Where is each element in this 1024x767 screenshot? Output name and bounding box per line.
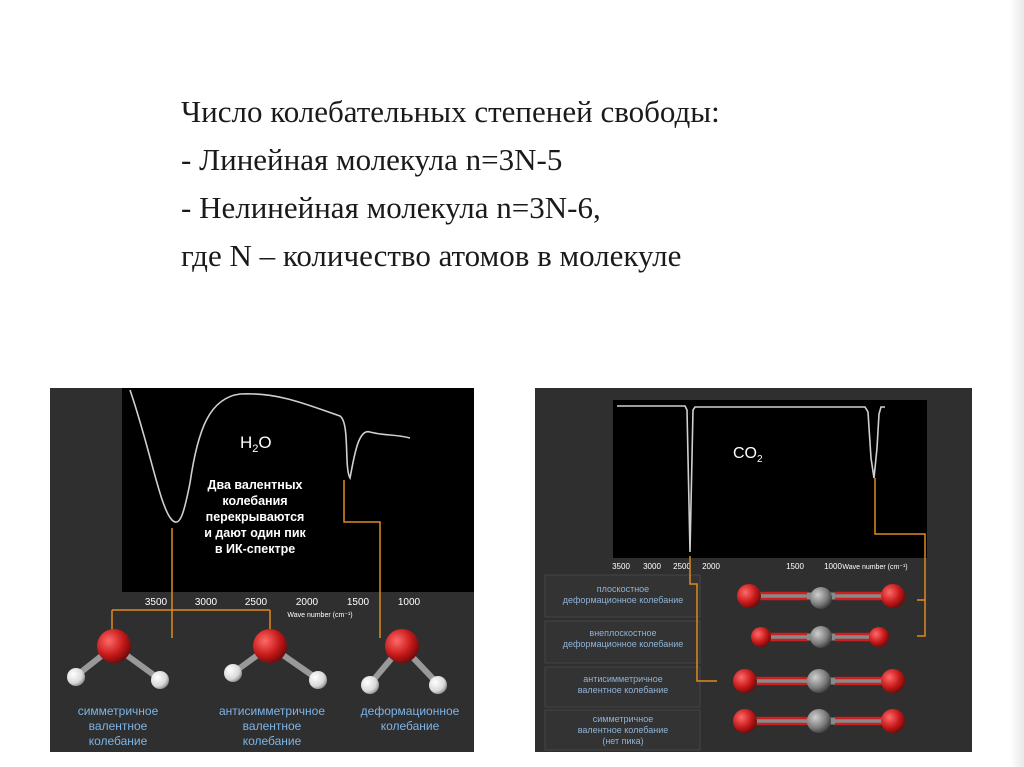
heading-line-3: - Нелинейная молекула n=3N-6, [181, 190, 601, 225]
water-ir-figure [50, 388, 474, 752]
mode-label: деформационное [360, 704, 460, 718]
co2-molecule-antisymmetric [733, 669, 905, 693]
mode-label: колебание [380, 719, 440, 733]
tick-label: 1000 [824, 562, 842, 571]
tick-label: 2500 [244, 597, 268, 608]
mode-label: деформационное колебание [562, 639, 684, 649]
mode-label: (нет пика) [602, 736, 644, 746]
mode-label: деформационное колебание [562, 595, 684, 605]
co2-molecule-symmetric [733, 709, 905, 733]
water-molecule-bending [361, 629, 447, 694]
water-axis-label: Wave number (cm⁻¹) [287, 612, 353, 619]
mode-label: симметричное [77, 704, 159, 718]
tick-label: 3500 [612, 562, 630, 571]
tick-label: 3500 [144, 597, 168, 608]
water-molecule-antisymmetric [224, 629, 327, 689]
mode-label: колебание [88, 734, 148, 748]
tick-label: 3000 [194, 597, 218, 608]
water-note-line: и дают один пик [204, 526, 306, 540]
water-ir-svg [50, 388, 474, 752]
mode-label: антисимметричное [218, 704, 326, 718]
tick-label: 2500 [673, 562, 691, 571]
slide-heading [181, 88, 941, 280]
tick-label: 1500 [786, 562, 804, 571]
tick-label: 2000 [295, 597, 319, 608]
water-note-line: в ИК-спектре [214, 542, 296, 556]
mode-label: колебание [242, 734, 302, 748]
mode-label: валентное колебание [577, 685, 669, 695]
mode-label: антисимметричное [583, 674, 663, 684]
co2-axis-ticks [612, 562, 842, 571]
tick-label: 2000 [702, 562, 720, 571]
co2-ir-svg [535, 388, 972, 752]
slide-edge-shadow [1010, 0, 1024, 767]
water-mode-labels [78, 704, 460, 748]
co2-axis-label: Wave number (cm⁻¹) [842, 564, 908, 571]
water-axis-ticks [145, 597, 421, 608]
mode-label: плоскостное [596, 584, 650, 594]
water-title: $H_2O$ [240, 433, 272, 455]
mode-label: симметричное [592, 714, 654, 724]
tick-label: 3000 [643, 562, 661, 571]
tick-label: 1500 [346, 597, 370, 608]
tick-label: 1000 [397, 597, 421, 608]
heading-line-4: где N – количество атомов в молекуле [181, 238, 682, 273]
heading-line-2: - Линейная молекула n=3N-5 [181, 142, 563, 177]
co2-title: $CO_2$ [733, 445, 763, 465]
water-note-line: Два валентных [207, 478, 303, 492]
mode-label: валентное [88, 719, 148, 733]
water-note-line: перекрываются [205, 510, 305, 524]
mode-label: валентное [242, 719, 302, 733]
water-note [204, 478, 306, 556]
water-molecule-symmetric [67, 629, 169, 689]
co2-molecule-bend-in-plane [737, 584, 905, 609]
water-note-line: колебания [222, 494, 288, 508]
mode-label: валентное колебание [577, 725, 669, 735]
co2-ir-figure [535, 388, 972, 752]
heading-line-1: Число колебательных степеней свободы: [181, 94, 720, 129]
mode-label: внеплоскостное [589, 628, 657, 638]
co2-molecule-bend-out-of-plane [751, 626, 889, 648]
